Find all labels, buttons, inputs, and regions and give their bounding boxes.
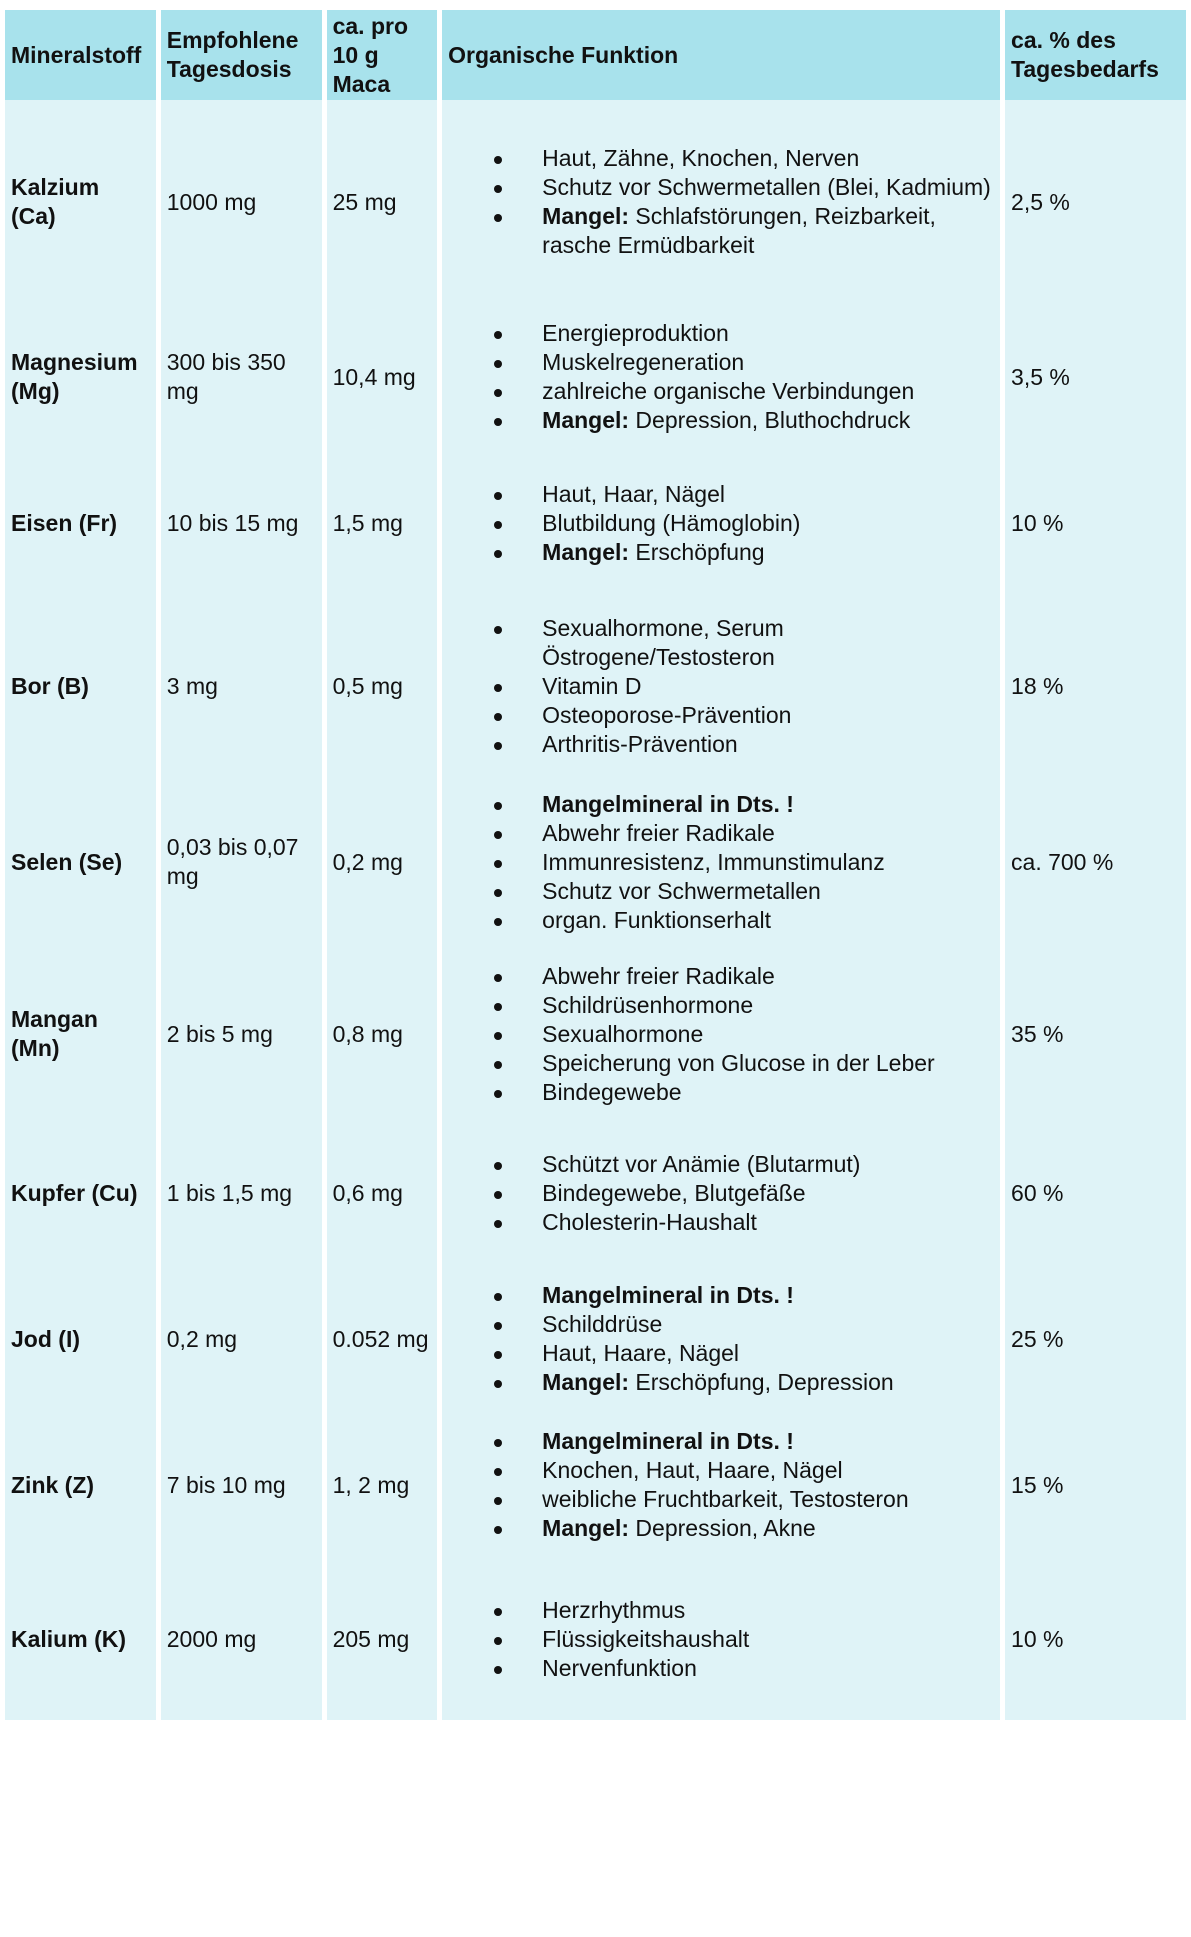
table-row <box>5 1558 1186 1720</box>
cell-function <box>442 1120 1000 1266</box>
list-item <box>442 173 994 202</box>
cell-mineral: Selen (Se) <box>5 776 156 948</box>
cell-percent: 18 % <box>1005 596 1186 776</box>
cell-mineral: Magnesium (Mg) <box>5 304 156 450</box>
bullet-icon <box>494 626 502 634</box>
table-row <box>5 1412 1186 1558</box>
cell-percent: 10 % <box>1005 1558 1186 1720</box>
cell-mineral: Kupfer (Cu) <box>5 1120 156 1266</box>
bullet-icon <box>494 684 502 692</box>
bullet-icon <box>494 918 502 926</box>
list-item <box>442 1625 994 1654</box>
function-list <box>442 319 994 435</box>
list-item <box>442 1514 994 1543</box>
bullet-icon <box>494 1003 502 1011</box>
cell-maca: 1,5 mg <box>327 450 438 596</box>
list-item <box>442 701 994 730</box>
bullet-icon <box>494 1220 502 1228</box>
bullet-icon <box>494 492 502 500</box>
function-list <box>442 1596 994 1683</box>
item-text: zahlreiche organische Verbindungen <box>542 378 915 404</box>
function-list <box>442 480 994 567</box>
header-tagesbedarf: ca. % des Tagesbedarfs <box>1005 10 1186 100</box>
item-bold-label: Mangel: <box>542 203 630 229</box>
cell-maca: 0,6 mg <box>327 1120 438 1266</box>
cell-percent: 2,5 % <box>1005 100 1186 304</box>
cell-percent: 10 % <box>1005 450 1186 596</box>
bullet-icon <box>494 389 502 397</box>
bullet-icon <box>494 1497 502 1505</box>
cell-function <box>442 596 1000 776</box>
function-list <box>442 614 994 759</box>
cell-dose: 1000 mg <box>161 100 322 304</box>
item-text: Haut, Haare, Nägel <box>542 1340 740 1366</box>
table-row <box>5 776 1186 948</box>
bullet-icon <box>494 1526 502 1534</box>
list-item <box>442 348 994 377</box>
bullet-icon <box>494 360 502 368</box>
list-item <box>442 790 994 819</box>
list-item <box>442 1485 994 1514</box>
list-item <box>442 1150 994 1179</box>
cell-dose: 0,03 bis 0,07 mg <box>161 776 322 948</box>
cell-dose: 2 bis 5 mg <box>161 948 322 1120</box>
cell-function <box>442 948 1000 1120</box>
table-row <box>5 450 1186 596</box>
cell-mineral: Kalium (K) <box>5 1558 156 1720</box>
bullet-icon <box>494 1637 502 1645</box>
item-text: Schutz vor Schwermetallen <box>542 877 821 904</box>
header-funktion: Organische Funktion <box>442 10 1000 100</box>
list-item <box>442 1456 994 1485</box>
bullet-icon <box>494 1032 502 1040</box>
cell-maca: 0,8 mg <box>327 948 438 1120</box>
bullet-icon <box>494 331 502 339</box>
cell-maca: 0.052 mg <box>327 1266 438 1412</box>
bullet-icon <box>494 418 502 426</box>
bullet-icon <box>494 742 502 750</box>
item-text: Knochen, Haut, Haare, Nägel <box>542 1457 843 1483</box>
list-item <box>442 1020 994 1049</box>
list-item <box>442 672 994 701</box>
cell-maca: 0,2 mg <box>327 776 438 948</box>
list-item <box>442 1310 994 1339</box>
cell-function <box>442 1558 1000 1720</box>
cell-percent: 3,5 % <box>1005 304 1186 450</box>
list-item <box>442 319 994 348</box>
cell-dose: 3 mg <box>161 596 322 776</box>
item-text: Schützt vor Anämie (Blutarmut) <box>542 1150 861 1177</box>
list-item <box>442 144 994 173</box>
bullet-icon <box>494 1351 502 1359</box>
bullet-icon <box>494 802 502 810</box>
bullet-icon <box>494 214 502 222</box>
item-text: Nervenfunktion <box>542 1654 697 1681</box>
item-text: Speicherung von Glucose in der Leber <box>542 1049 935 1076</box>
cell-dose: 2000 mg <box>161 1558 322 1720</box>
cell-maca: 0,5 mg <box>327 596 438 776</box>
list-item <box>442 1049 994 1078</box>
bullet-icon <box>494 831 502 839</box>
bullet-icon <box>494 1468 502 1476</box>
function-list <box>442 1150 994 1237</box>
bullet-icon <box>494 156 502 164</box>
mineral-table-wrapper <box>0 10 1191 1720</box>
cell-mineral: Kalzium (Ca) <box>5 100 156 304</box>
function-list <box>442 790 994 935</box>
table-body <box>5 100 1186 1720</box>
table-row <box>5 304 1186 450</box>
item-text: Vitamin D <box>542 672 642 699</box>
item-bold-label: Mangel: <box>542 407 630 433</box>
table-row <box>5 948 1186 1120</box>
cell-maca: 10,4 mg <box>327 304 438 450</box>
bullet-icon <box>494 860 502 868</box>
item-text: Erschöpfung <box>629 538 765 565</box>
list-item <box>442 614 994 672</box>
cell-percent: 35 % <box>1005 948 1186 1120</box>
list-item <box>442 377 994 406</box>
header-mineralstoff: Mineralstoff <box>5 10 156 100</box>
function-list <box>442 962 994 1107</box>
item-text: weibliche Fruchtbarkeit, Testosteron <box>542 1486 909 1512</box>
function-list <box>442 1427 994 1543</box>
item-bold-label: Mangel: <box>542 1515 630 1541</box>
item-text: Schlafstörungen, Reizbarkeit, rasche Ermüdbarkeit <box>542 203 943 258</box>
header-tagesdosis: Empfohlene Tagesdosis <box>161 10 322 100</box>
cell-function <box>442 1266 1000 1412</box>
bullet-icon <box>494 974 502 982</box>
item-text: Abwehr freier Radikale <box>542 962 775 989</box>
item-text: Bindegewebe <box>542 1078 682 1105</box>
cell-function <box>442 1412 1000 1558</box>
cell-dose: 10 bis 15 mg <box>161 450 322 596</box>
bullet-icon <box>494 1191 502 1199</box>
mineral-table <box>0 10 1191 1720</box>
item-text: Erschöpfung, Depression <box>629 1369 894 1395</box>
table-row <box>5 1266 1186 1412</box>
cell-percent: 15 % <box>1005 1412 1186 1558</box>
item-bold-label: Mangelmineral in Dts. ! <box>542 1282 794 1308</box>
list-item <box>442 1368 994 1397</box>
cell-dose: 7 bis 10 mg <box>161 1412 322 1558</box>
cell-mineral: Zink (Z) <box>5 1412 156 1558</box>
cell-percent: 60 % <box>1005 1120 1186 1266</box>
cell-mineral: Bor (B) <box>5 596 156 776</box>
cell-dose: 1 bis 1,5 mg <box>161 1120 322 1266</box>
cell-maca: 205 mg <box>327 1558 438 1720</box>
list-item <box>442 480 994 509</box>
bullet-icon <box>494 550 502 558</box>
bullet-icon <box>494 1608 502 1616</box>
bullet-icon <box>494 889 502 897</box>
list-item <box>442 1427 994 1456</box>
item-text: Arthritis-Prävention <box>542 730 738 757</box>
item-text: Herzrhythmus <box>542 1596 686 1623</box>
bullet-icon <box>494 1090 502 1098</box>
table-row <box>5 1120 1186 1266</box>
item-text: Schilddrüse <box>542 1311 663 1337</box>
cell-mineral: Eisen (Fr) <box>5 450 156 596</box>
list-item <box>442 1654 994 1683</box>
item-text: Sexualhormone, Serum Östrogene/Testosteron <box>542 614 791 670</box>
list-item <box>442 991 994 1020</box>
item-text: Muskelregeneration <box>542 349 745 375</box>
cell-function <box>442 776 1000 948</box>
list-item <box>442 877 994 906</box>
list-item <box>442 538 994 567</box>
cell-mineral: Jod (I) <box>5 1266 156 1412</box>
header-pro-maca: ca. pro 10 g Maca <box>327 10 438 100</box>
item-text: Energieproduktion <box>542 320 729 346</box>
cell-mineral: Mangan (Mn) <box>5 948 156 1120</box>
cell-dose: 300 bis 350 mg <box>161 304 322 450</box>
item-text: Blutbildung (Hämoglobin) <box>542 509 801 536</box>
cell-maca: 25 mg <box>327 100 438 304</box>
item-text: Cholesterin-Haushalt <box>542 1208 757 1235</box>
list-item <box>442 819 994 848</box>
list-item <box>442 906 994 935</box>
item-text: Depression, Bluthochdruck <box>629 407 911 433</box>
bullet-icon <box>494 1380 502 1388</box>
bullet-icon <box>494 185 502 193</box>
item-text: Haut, Haar, Nägel <box>542 480 725 507</box>
item-text: Haut, Zähne, Knochen, Nerven <box>542 145 860 171</box>
list-item <box>442 202 994 260</box>
bullet-icon <box>494 1666 502 1674</box>
list-item <box>442 1179 994 1208</box>
item-bold-label: Mangelmineral in Dts. ! <box>542 1428 794 1454</box>
table-row <box>5 100 1186 304</box>
list-item <box>442 1596 994 1625</box>
item-bold-label: Mangelmineral in Dts. ! <box>542 790 794 817</box>
list-item <box>442 962 994 991</box>
list-item <box>442 1208 994 1237</box>
list-item <box>442 1078 994 1107</box>
item-bold-label: Mangel: <box>542 1369 630 1395</box>
item-bold-label: Mangel: <box>542 538 630 565</box>
header-row <box>5 10 1186 100</box>
table-header <box>5 10 1186 100</box>
item-text: Bindegewebe, Blutgefäße <box>542 1179 806 1206</box>
item-text: organ. Funktionserhalt <box>542 906 772 933</box>
table-row <box>5 596 1186 776</box>
bullet-icon <box>494 1439 502 1447</box>
item-text: Depression, Akne <box>629 1515 816 1541</box>
cell-function <box>442 100 1000 304</box>
cell-dose: 0,2 mg <box>161 1266 322 1412</box>
function-list <box>442 144 994 260</box>
list-item <box>442 406 994 435</box>
list-item <box>442 1281 994 1310</box>
list-item <box>442 848 994 877</box>
bullet-icon <box>494 1293 502 1301</box>
bullet-icon <box>494 1322 502 1330</box>
item-text: Abwehr freier Radikale <box>542 819 775 846</box>
cell-function <box>442 450 1000 596</box>
item-text: Osteoporose-Prävention <box>542 701 792 728</box>
item-text: Immunresistenz, Immunstimulanz <box>542 848 885 875</box>
cell-percent: ca. 700 % <box>1005 776 1186 948</box>
list-item <box>442 509 994 538</box>
cell-percent: 25 % <box>1005 1266 1186 1412</box>
item-text: Schildrüsenhormone <box>542 991 754 1018</box>
cell-function <box>442 304 1000 450</box>
cell-maca: 1, 2 mg <box>327 1412 438 1558</box>
bullet-icon <box>494 713 502 721</box>
bullet-icon <box>494 521 502 529</box>
list-item <box>442 1339 994 1368</box>
bullet-icon <box>494 1061 502 1069</box>
function-list <box>442 1281 994 1397</box>
item-text: Flüssigkeitshaushalt <box>542 1625 750 1652</box>
item-text: Schutz vor Schwermetallen (Blei, Kadmium) <box>542 174 991 200</box>
item-text: Sexualhormone <box>542 1020 704 1047</box>
bullet-icon <box>494 1162 502 1170</box>
list-item <box>442 730 994 759</box>
